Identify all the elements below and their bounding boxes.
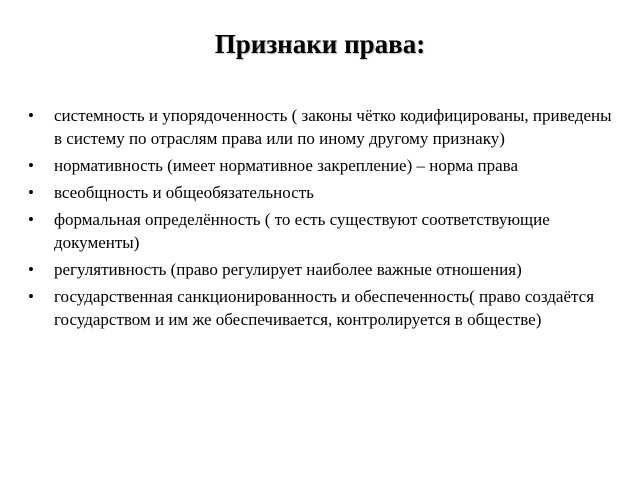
list-item-text: регулятивность (право регулирует наиболее важные отношения) bbox=[54, 260, 522, 279]
list-item bbox=[22, 181, 618, 204]
bullet-list bbox=[22, 104, 618, 335]
list-item bbox=[22, 285, 618, 331]
list-item bbox=[22, 258, 618, 281]
bullet-icon: • bbox=[28, 183, 34, 202]
slide-title: Признаки права: bbox=[214, 29, 426, 59]
list-item-text: государственная санкционированность и обеспеченность( право создаётся государством и им же обеспечивается, контролируется в обществе) bbox=[54, 287, 595, 329]
bullet-icon: • bbox=[28, 287, 34, 306]
list-item-text: системность и упорядоченность ( законы чётко кодифицированы, приведены в систему по отраслям права или по иному другому признаку) bbox=[54, 106, 612, 148]
list-item bbox=[22, 104, 618, 150]
bullet-icon: • bbox=[28, 156, 34, 175]
list-item-text: всеобщность и общеобязательность bbox=[54, 183, 314, 202]
bullet-icon: • bbox=[28, 210, 34, 229]
list-item-text: формальная определённость ( то есть существуют соответствующие документы) bbox=[54, 210, 550, 252]
list-item bbox=[22, 208, 618, 254]
list-item bbox=[22, 154, 618, 177]
bullet-icon: • bbox=[28, 106, 34, 125]
bullet-icon: • bbox=[28, 260, 34, 279]
list-item-text: нормативность (имеет нормативное закрепление) – норма права bbox=[54, 156, 519, 175]
